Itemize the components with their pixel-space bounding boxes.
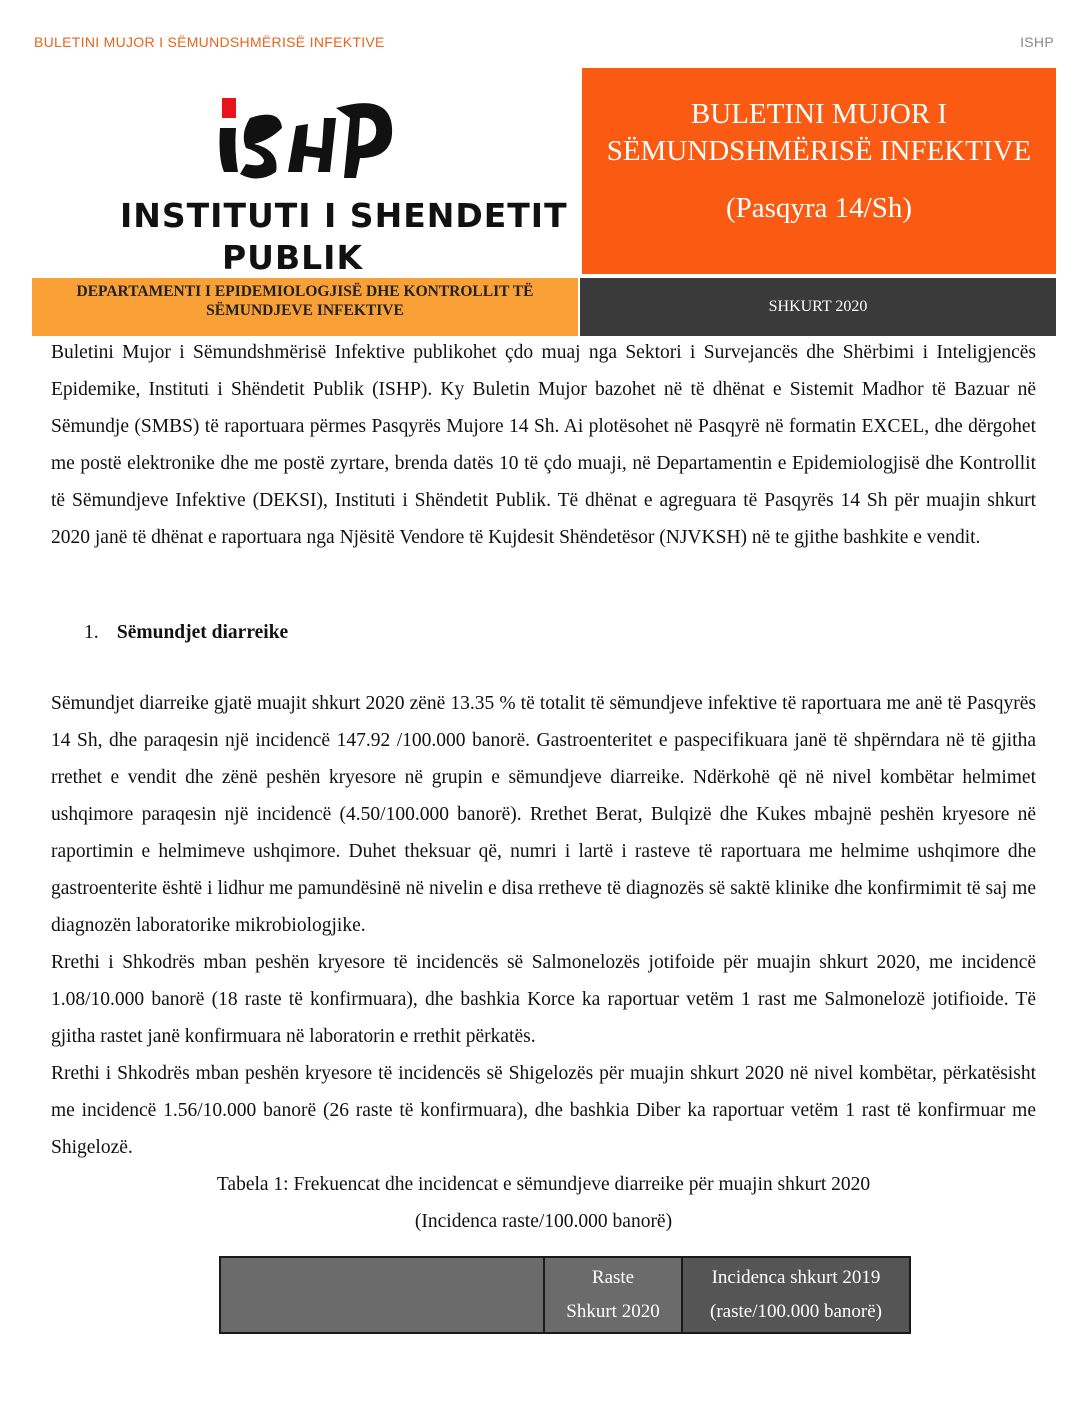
paragraph-shigella: Rrethi i Shkodrës mban peshën kryesore të incidencës së Shigelozës për muajin shkurt 2020 në nivel kombëtar, përkatësisht me incidencë 1.56/10.000 banorë (26 raste të konfirmuara), dhe bashkia Diber ka raportuar vetëm 1 rast të konfirmuar me Shigelozë.	[51, 1063, 1036, 1158]
document-body	[51, 334, 1036, 1240]
date-bar	[580, 278, 1056, 336]
ishp-logo-mark-icon	[210, 88, 410, 188]
section-title: Sëmundjet diarreike	[116, 622, 289, 643]
paragraph-diarrheal: Sëmundjet diarreike gjatë muajit shkurt 2020 zënë 13.35 % të totalit të sëmundjeve infektive të raportuara me anë të Pasqyrës 14 Sh, dhe paraqesin një incidencë 147.92 /100.000 banorë. Gastroenteritet e paspecifikuara janë të shpërndara në të gjitha rrethet e vendit dhe zënë peshën kryesore në grupin e sëmundjeve diarreike. Ndërkohë që në nivel kombëtar helmimet ushqimore paraqesin një incidencë (4.50/100.000 banorë). Rrethet Berat, Bulqizë dhe Kukes mbajnë peshën kryesore në raportimin e helmimeve ushqimore. Duhet theksuar që, numri i lartë i rasteve të raportuara me helmime ushqimore dhe gastroenterite është i lidhur me pamundësinë në nivelin e disa rretheve të diagnozës së saktë klinike dhe konfirmimit të saj me diagnozën laboratorike mikrobiologjike.	[51, 693, 1036, 936]
table-header-row	[220, 1257, 910, 1333]
table-header-disease	[220, 1257, 544, 1333]
running-title: BULETINI MUJOR I SËMUNDSHMËRISË INFEKTIVE	[34, 34, 385, 50]
table-header-cases-line1: Raste	[591, 1267, 635, 1288]
running-header	[34, 34, 1054, 54]
intro-paragraph: Buletini Mujor i Sëmundshmërisë Infektive publikohet çdo muaj nga Sektori i Survejancës dhe Shërbimi i Inteligjencës Epidemike, Instituti i Shëndetit Publik (ISHP). Ky Buletin Mujor bazohet në të dhënat e Sistemit Madhor të Bazuar në Sëmundje (SMBS) të raportuara përmes Pasqyrës Mujore 14 Sh. Ai plotësohet në Pasqyrë në formatin EXCEL, dhe dërgohet me postë elektronike dhe me postë zyrtare, brenda datës 10 të çdo muaji, në Departamentin e Epidemiologjisë dhe Kontrollit të Sëmundjeve Infektive (DEKSI), Instituti i Shëndetit Publik. Të dhënat e agreguara të Pasqyrës 14 Sh për muajin shkurt 2020 janë të dhënat e raportuara nga Njësitë Vendore të Kujdesit Shëndetësor (NJVKSH) në te gjithe bashkite e vendit.	[51, 342, 1036, 548]
diarrheal-table	[219, 1256, 911, 1334]
table-header-incidence	[682, 1257, 910, 1333]
table-header-cases	[544, 1257, 682, 1333]
table-header-incidence-line2: (raste/100.000 banorë)	[710, 1301, 882, 1322]
department-bar	[32, 278, 578, 336]
logo-text-line1: INSTITUTI I SHENDETIT	[120, 196, 568, 235]
table-header-incidence-line1: Incidenca shkurt 2019	[711, 1267, 881, 1288]
section-heading	[51, 614, 1036, 651]
logo-text-line2: PUBLIK	[222, 238, 364, 277]
table-caption-units: (Incidenca raste/100.000 banorë)	[414, 1211, 673, 1232]
ishp-logo	[110, 88, 568, 278]
bulletin-subtitle: (Pasqyra 14/Sh)	[725, 192, 913, 224]
section-number: 1.	[84, 622, 99, 643]
table-header-cases-line2: Shkurt 2020	[566, 1301, 660, 1322]
paragraph-salmonella: Rrethi i Shkodrës mban peshën kryesore të incidencës së Salmonelozës jotifoide për muajin shkurt 2020, me incidencë 1.08/10.000 banorë (18 raste të konfirmuara), dhe bashkia Korce ka raportuar vetëm 1 rast me Salmonelozë jotifioide. Të gjitha rastet janë konfirmuara në laboratorin e rrethit përkatës.	[51, 952, 1036, 1047]
table-caption: Tabela 1: Frekuencat dhe incidencat e sëmundjeve diarreike për muajin shkurt 2020	[216, 1174, 871, 1195]
bulletin-title: BULETINI MUJOR I SËMUNDSHMËRISË INFEKTIVE	[606, 98, 1032, 167]
bulletin-date: SHKURT 2020	[768, 298, 868, 315]
bulletin-title-box	[582, 68, 1056, 274]
department-name: DEPARTAMENTI I EPIDEMIOLOGJISË DHE KONTROLLIT TË SËMUNDJEVE INFEKTIVE	[76, 283, 534, 319]
running-org: ISHP	[1020, 34, 1054, 50]
